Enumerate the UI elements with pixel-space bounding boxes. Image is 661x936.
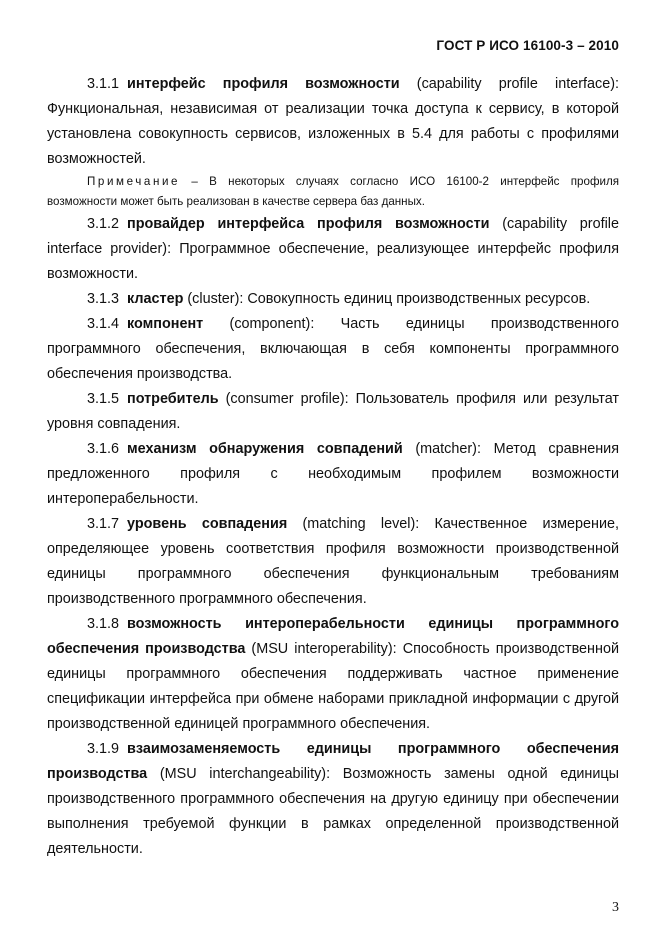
term-definition: (MSU interchangeability): Возможность замены одной единицы производственного программного обеспечения на другую единицу при обеспечении выполнения требуемой функции в рамках определенной производственной деятельности. — [47, 766, 619, 857]
term-definition: (capability profile interface): Функциональная, независимая от реализации точка доступа к сервису, в которой установлена совокупность сервисов, изложенных в 5.4 для работы с профилями возможностей. — [47, 76, 619, 167]
term-3-1-7 — [47, 512, 619, 612]
term-title: интерфейс профиля возможности — [127, 76, 400, 92]
term-title: механизм обнаружения совпадений — [127, 441, 403, 457]
term-title: провайдер интерфейса профиля возможности — [127, 216, 490, 232]
term-3-1-5 — [47, 387, 619, 437]
page-number: 3 — [612, 900, 619, 915]
note-label: Примечание — [87, 175, 181, 188]
term-definition: (cluster): Совокупность единиц производственных ресурсов. — [183, 291, 591, 307]
term-title: возможность интероперабельности единицы программного обеспечения производства — [47, 616, 619, 657]
term-definition: (matcher): Метод сравнения предложенного профиля с необходимым профилем возможности интероперабельности. — [47, 441, 620, 507]
term-title: компонент — [127, 316, 204, 332]
term-title: кластер — [127, 291, 184, 307]
term-number: 3.1.9 — [87, 741, 120, 757]
term-3-1-8 — [47, 612, 619, 737]
term-definition: (component): Часть единицы производственного программного обеспечения, включающая в себя компоненты программного обеспечения производства. — [47, 316, 619, 382]
term-definition: (matching level): Качественное измерение, определяющее уровень соответствия профиля возможности производственной единицы программного обеспечения функциональным требованиям производственного программного обеспечения. — [47, 516, 619, 607]
term-number: 3.1.1 — [87, 76, 120, 92]
term-title: взаимозаменяемость единицы программного обеспечения производства — [47, 741, 619, 782]
term-definition: (MSU interoperability): Способность производственной единицы программного обеспечения поддерживать частное применение спецификации интерфейса при обмене наборами прикладной информации с другой производственной единицей программного обеспечения. — [47, 641, 619, 732]
term-number: 3.1.2 — [87, 216, 120, 232]
term-title: потребитель — [127, 391, 219, 407]
term-title: уровень совпадения — [127, 516, 288, 532]
term-3-1-9 — [47, 737, 619, 862]
term-number: 3.1.3 — [87, 291, 120, 307]
term-number: 3.1.6 — [87, 441, 120, 457]
term-3-1-1 — [47, 72, 619, 172]
note-text: – В некоторых случаях согласно ИСО 16100-2 интерфейс профиля возможности может быть реализован в качестве сервера баз данных. — [47, 175, 619, 208]
term-3-1-2 — [47, 212, 619, 287]
term-number: 3.1.4 — [87, 316, 120, 332]
document-body — [47, 72, 619, 862]
document-header: ГОСТ Р ИСО 16100-3 – 2010 — [436, 38, 619, 53]
term-3-1-6 — [47, 437, 619, 512]
term-number: 3.1.8 — [87, 616, 120, 632]
term-definition: (consumer profile): Пользователь профиля или результат уровня совпадения. — [47, 391, 619, 432]
term-number: 3.1.7 — [87, 516, 120, 532]
note-block — [47, 172, 619, 212]
term-3-1-4 — [47, 312, 619, 387]
term-3-1-3 — [47, 287, 619, 312]
term-definition: (capability profile interface provider): Программное обеспечение, реализующее интерфейс профиля возможности. — [47, 216, 619, 282]
term-number: 3.1.5 — [87, 391, 120, 407]
